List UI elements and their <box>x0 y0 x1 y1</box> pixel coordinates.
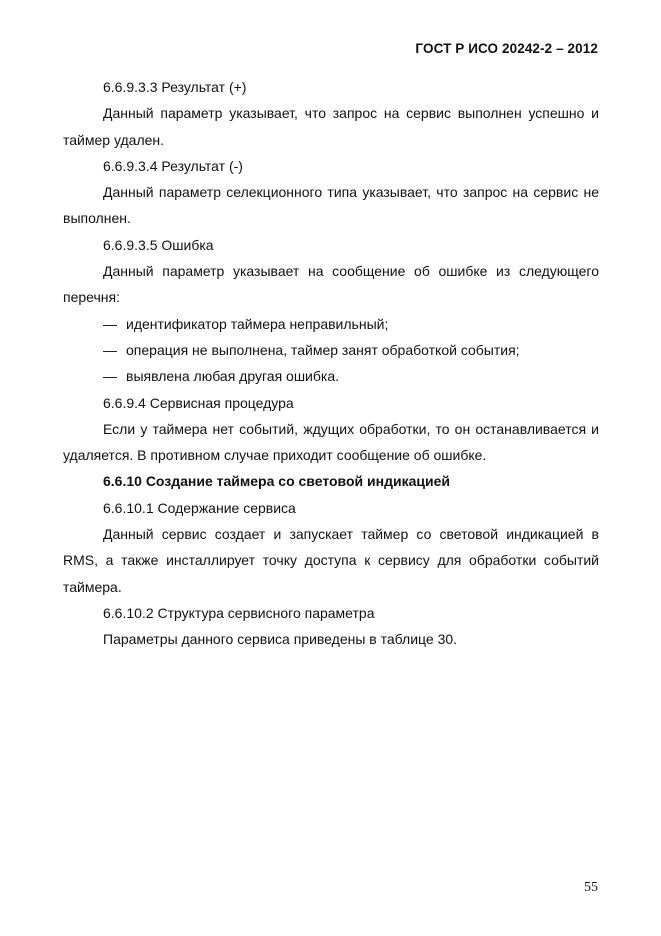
paragraph-service-procedure: Если у таймера нет событий, ждущих обработки, то он останавливается и удаляется. В противном случае приходит сообщение об ошибке. <box>63 420 599 464</box>
paragraph-service-content: Данный сервис создает и запускает таймер со световой индикацией в RMS, а также инсталлирует точку доступа к сервису для обработки событий таймера. <box>63 526 599 595</box>
paragraph-service-parameters: Параметры данного сервиса приведены в таблице 30. <box>103 631 458 648</box>
list-item-text: операция не выполнена, таймер занят обработкой события; <box>126 341 520 358</box>
page-number: 55 <box>584 880 598 895</box>
paragraph-result-plus: Данный параметр указывает, что запрос на сервис выполнен успешно и таймер удален. <box>63 105 599 148</box>
section-heading-6-6-10: 6.6.10 Создание таймера со световой индикацией <box>103 473 450 490</box>
section-heading-6-6-9-3-5: 6.6.9.3.5 Ошибка <box>103 236 214 253</box>
list-item <box>63 337 599 363</box>
list-item <box>63 363 599 389</box>
list-item-text: идентификатор таймера неправильный; <box>126 315 389 332</box>
list-item <box>63 311 599 337</box>
section-heading-6-6-10-1: 6.6.10.1 Содержание сервиса <box>103 499 296 516</box>
list-item-text: выявлена любая другая ошибка. <box>126 368 340 385</box>
section-heading-6-6-9-3-4: 6.6.9.3.4 Результат (-) <box>103 157 243 174</box>
list-dash: — <box>103 341 117 358</box>
document-header: ГОСТ Р ИСО 20242-2 – 2012 <box>415 41 598 56</box>
section-heading-6-6-10-2: 6.6.10.2 Структура сервисного параметра <box>103 604 375 621</box>
section-heading-6-6-9-3-3: 6.6.9.3.3 Результат (+) <box>103 79 247 95</box>
section-heading-6-6-9-4: 6.6.9.4 Сервисная процедура <box>103 394 294 411</box>
document-body <box>63 74 599 653</box>
paragraph-result-minus: Данный параметр селекционного типа указывает, что запрос на сервис не выполнен. <box>63 184 599 227</box>
list-dash: — <box>103 368 117 385</box>
paragraph-error: Данный параметр указывает на сообщение об ошибке из следующего перечня: <box>63 263 599 306</box>
list-dash: — <box>103 315 117 332</box>
